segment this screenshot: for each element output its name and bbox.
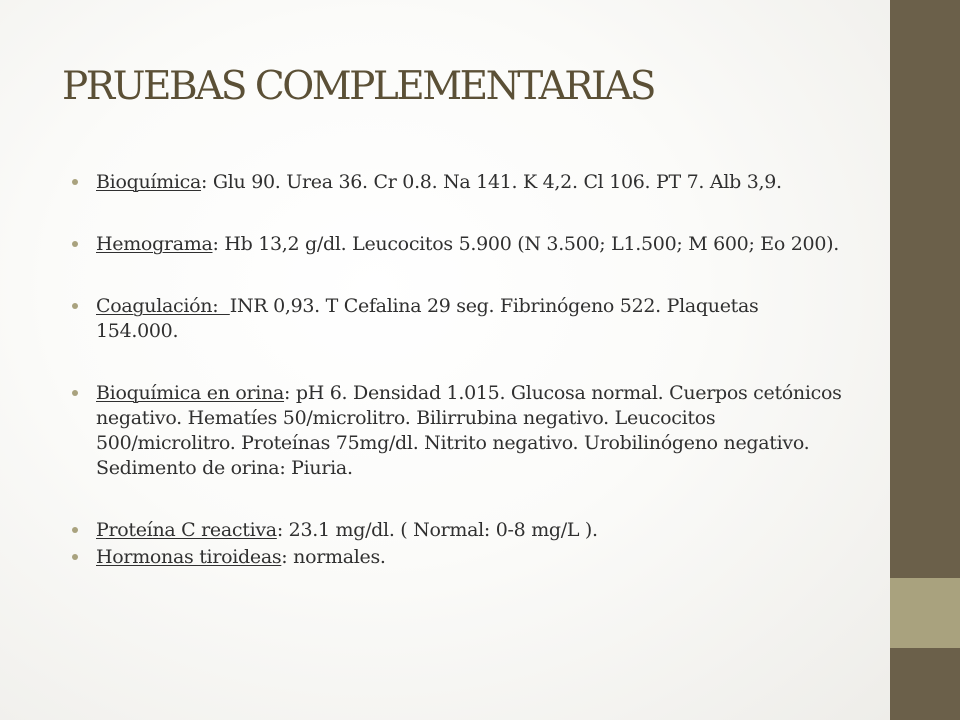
bullet-label: Bioquímica bbox=[96, 171, 202, 193]
bullet-label: Hormonas tiroideas bbox=[96, 546, 282, 568]
bullet-label: Proteína C reactiva bbox=[96, 519, 277, 541]
sidebar-accent-top bbox=[890, 0, 960, 578]
bullet-text: INR 0,93. T Cefalina 29 seg. Fibrinógeno 522. Plaquetas 154.000. bbox=[96, 295, 759, 342]
bullet-text: : normales. bbox=[281, 546, 386, 568]
slide-title: PRUEBAS COMPLEMENTARIAS bbox=[62, 64, 654, 109]
sidebar-accent-middle bbox=[890, 578, 960, 648]
bullet-text: : 23.1 mg/dl. ( Normal: 0-8 mg/L ). bbox=[276, 519, 598, 541]
bullet-label: Bioquímica en orina bbox=[96, 382, 285, 404]
bullet-bioquimica bbox=[72, 170, 842, 195]
bullet-text: : Hb 13,2 g/dl. Leucocitos 5.900 (N 3.500; L1.500; M 600; Eo 200). bbox=[212, 233, 839, 255]
bullet-text: : pH 6. Densidad 1.015. Glucosa normal. Cuerpos cetónicos negativo. Hematíes 50/microlitro. Bilirrubina negativo. Leucocitos 500/microlitro. Proteínas 75mg/dl. Nitrito negativo. Urobilinógeno negativo. Sedimento de orina: Piuria. bbox=[96, 382, 842, 479]
bullet-dot-icon bbox=[72, 527, 78, 533]
sidebar-accent-bottom bbox=[890, 648, 960, 720]
bullet-text: : Glu 90. Urea 36. Cr 0.8. Na 141. K 4,2. Cl 106. PT 7. Alb 3,9. bbox=[201, 171, 782, 193]
bullet-list bbox=[72, 170, 842, 570]
bullet-label: Coagulación: bbox=[96, 295, 230, 317]
bullet-coagulacion bbox=[72, 294, 842, 344]
bullet-dot-icon bbox=[72, 390, 78, 396]
bullet-label: Hemograma bbox=[96, 233, 213, 255]
bullet-dot-icon bbox=[72, 179, 78, 185]
bullet-dot-icon bbox=[72, 554, 78, 560]
bullet-dot-icon bbox=[72, 303, 78, 309]
bullet-bioquimica-orina bbox=[72, 381, 842, 481]
bullet-hormonas-tiroideas bbox=[72, 545, 842, 570]
bullet-dot-icon bbox=[72, 241, 78, 247]
bullet-proteina-c-reactiva bbox=[72, 518, 842, 543]
bullet-hemograma bbox=[72, 232, 842, 257]
